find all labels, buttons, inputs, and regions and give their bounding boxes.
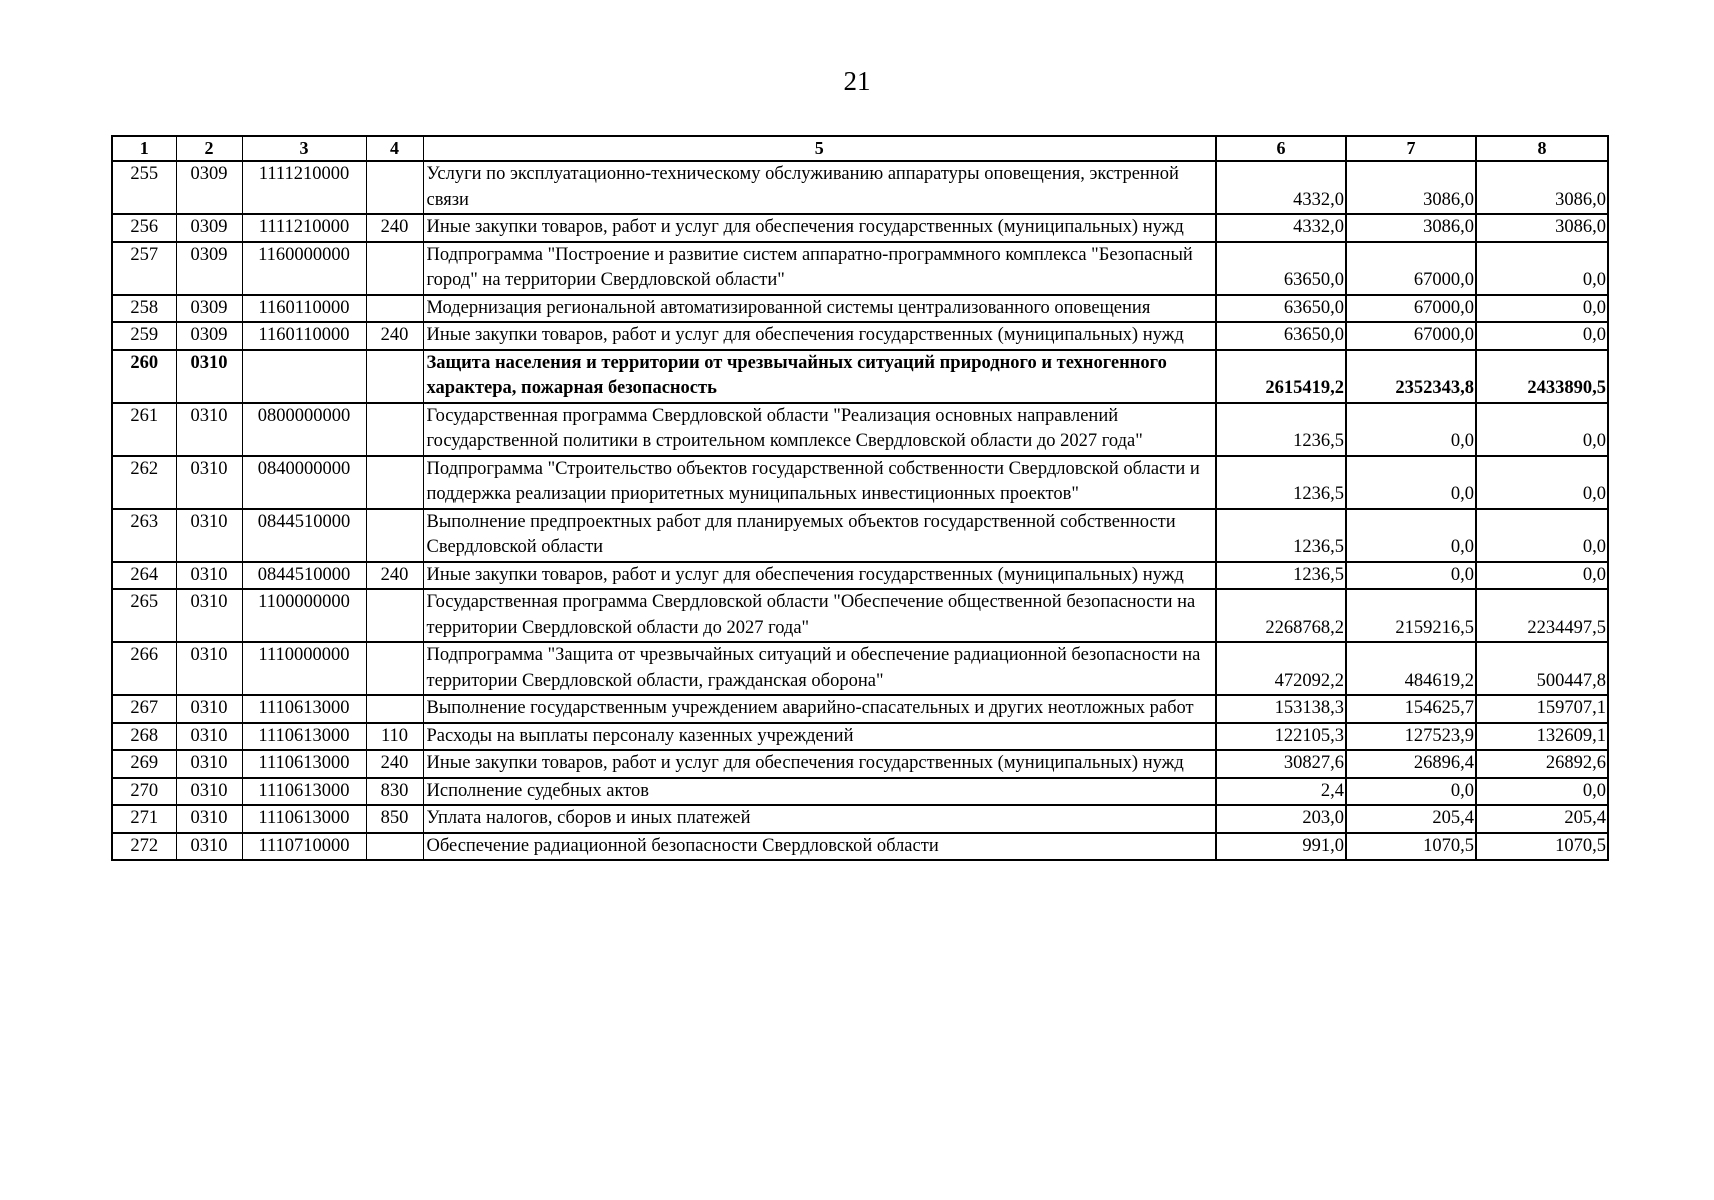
expense-name-cell: Уплата налогов, сборов и иных платежей (423, 805, 1216, 833)
section-code-cell: 0309 (176, 295, 242, 323)
amount-3-cell: 0,0 (1476, 562, 1608, 590)
target-article-cell: 1110613000 (242, 750, 366, 778)
expense-type-cell: 830 (366, 778, 423, 806)
amount-1-cell: 4332,0 (1216, 214, 1346, 242)
amount-2-cell: 484619,2 (1346, 642, 1476, 695)
amount-3-cell: 3086,0 (1476, 161, 1608, 214)
amount-3-cell: 0,0 (1476, 778, 1608, 806)
section-code-cell: 0310 (176, 723, 242, 751)
amount-2-cell: 2352343,8 (1346, 350, 1476, 403)
column-header-section: 2 (176, 136, 242, 161)
section-code-cell: 0310 (176, 778, 242, 806)
amount-2-cell: 154625,7 (1346, 695, 1476, 723)
section-code-cell: 0310 (176, 695, 242, 723)
amount-3-cell: 26892,6 (1476, 750, 1608, 778)
expense-name-cell: Защита населения и территории от чрезвычайных ситуаций природного и техногенного характера, пожарная безопасность (423, 350, 1216, 403)
amount-2-cell: 205,4 (1346, 805, 1476, 833)
section-code-cell: 0310 (176, 403, 242, 456)
expense-type-cell (366, 589, 423, 642)
amount-1-cell: 2615419,2 (1216, 350, 1346, 403)
column-header-row-number: 1 (112, 136, 176, 161)
row-number-cell: 269 (112, 750, 176, 778)
row-number-cell: 271 (112, 805, 176, 833)
expense-type-cell: 240 (366, 562, 423, 590)
section-code-cell: 0310 (176, 456, 242, 509)
target-article-cell: 1160000000 (242, 242, 366, 295)
expense-type-cell: 240 (366, 214, 423, 242)
section-code-cell: 0310 (176, 805, 242, 833)
table-row (112, 214, 1608, 242)
amount-2-cell: 67000,0 (1346, 322, 1476, 350)
target-article-cell (242, 350, 366, 403)
table-header-row (112, 136, 1608, 161)
expense-name-cell: Подпрограмма "Защита от чрезвычайных ситуаций и обеспечение радиационной безопасности на территории Свердловской области, гражданская оборона" (423, 642, 1216, 695)
table-row (112, 833, 1608, 861)
target-article-cell: 1160110000 (242, 322, 366, 350)
amount-3-cell: 0,0 (1476, 403, 1608, 456)
expense-name-cell: Выполнение предпроектных работ для планируемых объектов государственной собственности Свердловской области (423, 509, 1216, 562)
table-row (112, 778, 1608, 806)
section-code-cell: 0309 (176, 242, 242, 295)
amount-1-cell: 4332,0 (1216, 161, 1346, 214)
table-row (112, 805, 1608, 833)
table-row (112, 509, 1608, 562)
amount-1-cell: 30827,6 (1216, 750, 1346, 778)
column-header-amount-3: 8 (1476, 136, 1608, 161)
table-row (112, 695, 1608, 723)
amount-3-cell: 0,0 (1476, 322, 1608, 350)
row-number-cell: 268 (112, 723, 176, 751)
column-header-target-article: 3 (242, 136, 366, 161)
expense-name-cell: Иные закупки товаров, работ и услуг для обеспечения государственных (муниципальных) нужд (423, 214, 1216, 242)
row-number-cell: 259 (112, 322, 176, 350)
expense-type-cell (366, 456, 423, 509)
row-number-cell: 265 (112, 589, 176, 642)
expense-type-cell: 240 (366, 750, 423, 778)
column-header-amount-1: 6 (1216, 136, 1346, 161)
row-number-cell: 256 (112, 214, 176, 242)
table-row (112, 322, 1608, 350)
amount-3-cell: 2234497,5 (1476, 589, 1608, 642)
row-number-cell: 266 (112, 642, 176, 695)
column-header-name: 5 (423, 136, 1216, 161)
row-number-cell: 264 (112, 562, 176, 590)
expense-name-cell: Исполнение судебных актов (423, 778, 1216, 806)
amount-2-cell: 0,0 (1346, 778, 1476, 806)
amount-1-cell: 1236,5 (1216, 403, 1346, 456)
row-number-cell: 262 (112, 456, 176, 509)
target-article-cell: 1111210000 (242, 161, 366, 214)
amount-1-cell: 472092,2 (1216, 642, 1346, 695)
amount-3-cell: 2433890,5 (1476, 350, 1608, 403)
target-article-cell: 1111210000 (242, 214, 366, 242)
amount-3-cell: 205,4 (1476, 805, 1608, 833)
section-code-cell: 0310 (176, 350, 242, 403)
table-row (112, 750, 1608, 778)
amount-1-cell: 122105,3 (1216, 723, 1346, 751)
expense-type-cell: 110 (366, 723, 423, 751)
section-code-cell: 0309 (176, 161, 242, 214)
amount-2-cell: 0,0 (1346, 456, 1476, 509)
expense-name-cell: Государственная программа Свердловской области "Обеспечение общественной безопасности на территории Свердловской области до 2027 года" (423, 589, 1216, 642)
target-article-cell: 1160110000 (242, 295, 366, 323)
amount-3-cell: 0,0 (1476, 295, 1608, 323)
row-number-cell: 272 (112, 833, 176, 861)
amount-1-cell: 153138,3 (1216, 695, 1346, 723)
row-number-cell: 267 (112, 695, 176, 723)
amount-3-cell: 0,0 (1476, 509, 1608, 562)
target-article-cell: 1110613000 (242, 723, 366, 751)
amount-2-cell: 3086,0 (1346, 214, 1476, 242)
expense-name-cell: Иные закупки товаров, работ и услуг для обеспечения государственных (муниципальных) нужд (423, 750, 1216, 778)
row-number-cell: 261 (112, 403, 176, 456)
amount-3-cell: 500447,8 (1476, 642, 1608, 695)
section-code-cell: 0310 (176, 562, 242, 590)
amount-2-cell: 0,0 (1346, 562, 1476, 590)
amount-1-cell: 2,4 (1216, 778, 1346, 806)
amount-3-cell: 0,0 (1476, 242, 1608, 295)
target-article-cell: 1110613000 (242, 778, 366, 806)
amount-1-cell: 203,0 (1216, 805, 1346, 833)
expense-type-cell (366, 242, 423, 295)
table-row (112, 456, 1608, 509)
expense-type-cell (366, 295, 423, 323)
amount-2-cell: 2159216,5 (1346, 589, 1476, 642)
expense-type-cell (366, 642, 423, 695)
amount-2-cell: 1070,5 (1346, 833, 1476, 861)
expense-type-cell (366, 833, 423, 861)
expense-type-cell: 240 (366, 322, 423, 350)
section-code-cell: 0310 (176, 589, 242, 642)
amount-1-cell: 991,0 (1216, 833, 1346, 861)
target-article-cell: 0840000000 (242, 456, 366, 509)
table-row (112, 350, 1608, 403)
amount-1-cell: 63650,0 (1216, 242, 1346, 295)
expense-type-cell (366, 403, 423, 456)
target-article-cell: 0844510000 (242, 562, 366, 590)
row-number-cell: 270 (112, 778, 176, 806)
amount-2-cell: 127523,9 (1346, 723, 1476, 751)
table-row (112, 562, 1608, 590)
section-code-cell: 0310 (176, 833, 242, 861)
table-body (112, 161, 1608, 860)
amount-3-cell: 132609,1 (1476, 723, 1608, 751)
row-number-cell: 263 (112, 509, 176, 562)
amount-1-cell: 1236,5 (1216, 456, 1346, 509)
expense-name-cell: Услуги по эксплуатационно-техническому обслуживанию аппаратуры оповещения, экстренной связи (423, 161, 1216, 214)
expense-type-cell: 850 (366, 805, 423, 833)
target-article-cell: 1110000000 (242, 642, 366, 695)
target-article-cell: 1110613000 (242, 805, 366, 833)
row-number-cell: 260 (112, 350, 176, 403)
expense-name-cell: Выполнение государственным учреждением аварийно-спасательных и других неотложных работ (423, 695, 1216, 723)
amount-1-cell: 63650,0 (1216, 322, 1346, 350)
table-row (112, 161, 1608, 214)
amount-3-cell: 159707,1 (1476, 695, 1608, 723)
amount-2-cell: 67000,0 (1346, 242, 1476, 295)
expense-name-cell: Иные закупки товаров, работ и услуг для обеспечения государственных (муниципальных) нужд (423, 322, 1216, 350)
amount-2-cell: 0,0 (1346, 403, 1476, 456)
expense-name-cell: Подпрограмма "Построение и развитие систем аппаратно-программного комплекса "Безопасный город" на территории Свердловской области" (423, 242, 1216, 295)
expense-type-cell (366, 695, 423, 723)
section-code-cell: 0310 (176, 750, 242, 778)
column-header-expense-type: 4 (366, 136, 423, 161)
amount-1-cell: 1236,5 (1216, 562, 1346, 590)
table-row (112, 242, 1608, 295)
amount-1-cell: 63650,0 (1216, 295, 1346, 323)
section-code-cell: 0310 (176, 642, 242, 695)
table-row (112, 723, 1608, 751)
row-number-cell: 257 (112, 242, 176, 295)
expense-type-cell (366, 350, 423, 403)
amount-2-cell: 26896,4 (1346, 750, 1476, 778)
expense-name-cell: Расходы на выплаты персоналу казенных учреждений (423, 723, 1216, 751)
table-row (112, 589, 1608, 642)
amount-2-cell: 0,0 (1346, 509, 1476, 562)
expense-type-cell (366, 161, 423, 214)
row-number-cell: 255 (112, 161, 176, 214)
expense-name-cell: Модернизация региональной автоматизированной системы централизованного оповещения (423, 295, 1216, 323)
expense-type-cell (366, 509, 423, 562)
expense-name-cell: Обеспечение радиационной безопасности Свердловской области (423, 833, 1216, 861)
expense-name-cell: Государственная программа Свердловской области "Реализация основных направлений государственной политики в строительном комплексе Свердловской области до 2027 года" (423, 403, 1216, 456)
amount-2-cell: 67000,0 (1346, 295, 1476, 323)
amount-2-cell: 3086,0 (1346, 161, 1476, 214)
target-article-cell: 1110613000 (242, 695, 366, 723)
target-article-cell: 0844510000 (242, 509, 366, 562)
section-code-cell: 0310 (176, 509, 242, 562)
budget-table (111, 135, 1609, 861)
target-article-cell: 1110710000 (242, 833, 366, 861)
page-number: 21 (843, 66, 871, 96)
amount-1-cell: 2268768,2 (1216, 589, 1346, 642)
expense-name-cell: Иные закупки товаров, работ и услуг для обеспечения государственных (муниципальных) нужд (423, 562, 1216, 590)
table-row (112, 295, 1608, 323)
row-number-cell: 258 (112, 295, 176, 323)
table-row (112, 642, 1608, 695)
amount-1-cell: 1236,5 (1216, 509, 1346, 562)
amount-3-cell: 0,0 (1476, 456, 1608, 509)
expense-name-cell: Подпрограмма "Строительство объектов государственной собственности Свердловской области и поддержка реализации приоритетных муниципальных инвестиционных проектов" (423, 456, 1216, 509)
amount-3-cell: 1070,5 (1476, 833, 1608, 861)
section-code-cell: 0309 (176, 214, 242, 242)
target-article-cell: 0800000000 (242, 403, 366, 456)
section-code-cell: 0309 (176, 322, 242, 350)
amount-3-cell: 3086,0 (1476, 214, 1608, 242)
target-article-cell: 1100000000 (242, 589, 366, 642)
table-row (112, 403, 1608, 456)
column-header-amount-2: 7 (1346, 136, 1476, 161)
